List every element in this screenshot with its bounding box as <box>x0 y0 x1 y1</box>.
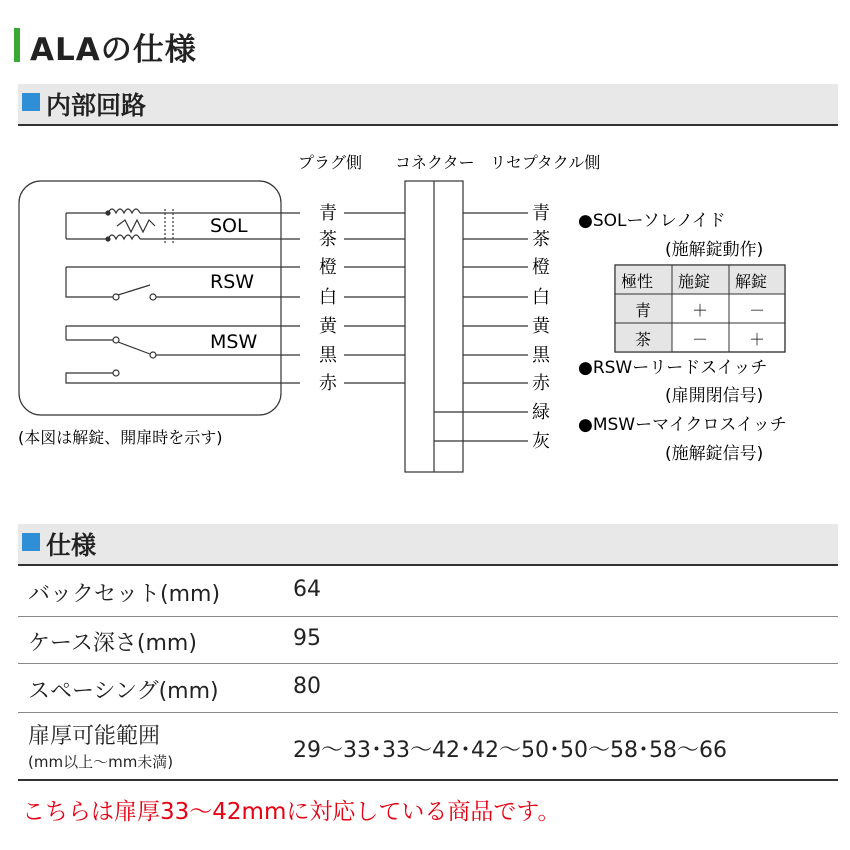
table-cell: 茶 <box>635 330 652 349</box>
plug-wire-label: 黄 <box>319 316 337 337</box>
table-cell: － <box>749 301 766 320</box>
legend-rsw-title: ●RSWーリードスイッチ <box>578 358 768 378</box>
col-plug-label: プラグ側 <box>298 153 363 172</box>
plug-wire-labels <box>319 203 338 394</box>
spec-row <box>18 713 838 781</box>
table-cell: ＋ <box>749 330 766 349</box>
rsw-label: RSW <box>210 271 255 293</box>
wiring-diagram <box>0 140 850 480</box>
sol-label: SOL <box>210 215 248 237</box>
receptacle-wire-label: 青 <box>532 203 550 224</box>
plug-wire-label: 橙 <box>319 257 337 278</box>
table-cell: － <box>692 330 709 349</box>
table-cell: 青 <box>635 301 652 320</box>
plug-to-connector-wires <box>344 213 405 383</box>
receptacle-wire-label: 緑 <box>532 402 550 423</box>
spec-row <box>18 664 838 713</box>
diagram-caption: (本図は解錠、開扉時を示す) <box>18 428 223 447</box>
section-title-spec: 仕様 <box>46 531 97 560</box>
receptacle-wire-labels <box>532 203 551 452</box>
msw-label: MSW <box>210 331 258 353</box>
plug-wire-label: 黒 <box>319 345 337 366</box>
table-header: 施錠 <box>678 272 711 291</box>
table-header: 極性 <box>621 272 654 291</box>
table-header: 解錠 <box>735 272 768 291</box>
col-connector-label: コネクター <box>395 153 475 172</box>
spec-value: 64 <box>293 577 321 602</box>
receptacle-wire-label: 白 <box>532 287 550 308</box>
receptacle-wire-label: 黒 <box>532 345 550 366</box>
legend-sol-title: ●SOLーソレノイド <box>578 211 726 231</box>
receptacle-wire-label: 灰 <box>532 431 550 452</box>
legend-msw-sub: (施解錠信号) <box>665 444 764 464</box>
spec-label: 扉厚可能範囲 <box>28 724 161 749</box>
plug-wire-label: 白 <box>319 287 337 308</box>
section-square-icon <box>22 533 40 551</box>
section-square-icon <box>22 93 40 111</box>
table-cell: ＋ <box>692 301 709 320</box>
section-title-circuit: 内部回路 <box>46 91 147 120</box>
receptacle-wire-label: 黄 <box>532 316 550 337</box>
spec-value: 95 <box>293 626 321 651</box>
spec-value: 29〜33･33〜42･42〜50･50〜58･58〜66 <box>293 738 727 763</box>
spec-row <box>18 617 838 664</box>
spec-sublabel: (mm以上〜mm未満) <box>28 753 174 771</box>
page-title: ALAの仕様 <box>30 32 197 68</box>
receptacle-wire-label: 茶 <box>532 229 550 250</box>
section-header-circuit <box>18 84 838 126</box>
spec-row <box>18 566 838 617</box>
spec-value: 80 <box>293 674 321 699</box>
col-receptacle-label: リセプタクル側 <box>490 153 601 172</box>
receptacle-wire-label: 赤 <box>532 373 550 394</box>
legend-msw-title: ●MSWーマイクロスイッチ <box>578 415 787 435</box>
plug-wire-label: 茶 <box>319 229 337 250</box>
spec-label: ケース深さ(mm) <box>28 631 197 656</box>
section-header-spec <box>18 524 838 566</box>
plug-wire-label: 青 <box>319 203 337 224</box>
compatibility-note: こちらは扉厚33〜42mmに対応している商品です。 <box>22 799 561 825</box>
plug-wire-label: 赤 <box>319 373 337 394</box>
spec-label: バックセット(mm) <box>28 582 221 607</box>
polarity-table <box>615 265 785 352</box>
title-accent-bar <box>14 28 20 62</box>
legend-sol-sub: (施解錠動作) <box>665 240 764 260</box>
receptacle-wire-label: 橙 <box>532 257 550 278</box>
spec-label: スペーシング(mm) <box>28 679 219 704</box>
legend-rsw-sub: (扉開閉信号) <box>665 386 764 406</box>
